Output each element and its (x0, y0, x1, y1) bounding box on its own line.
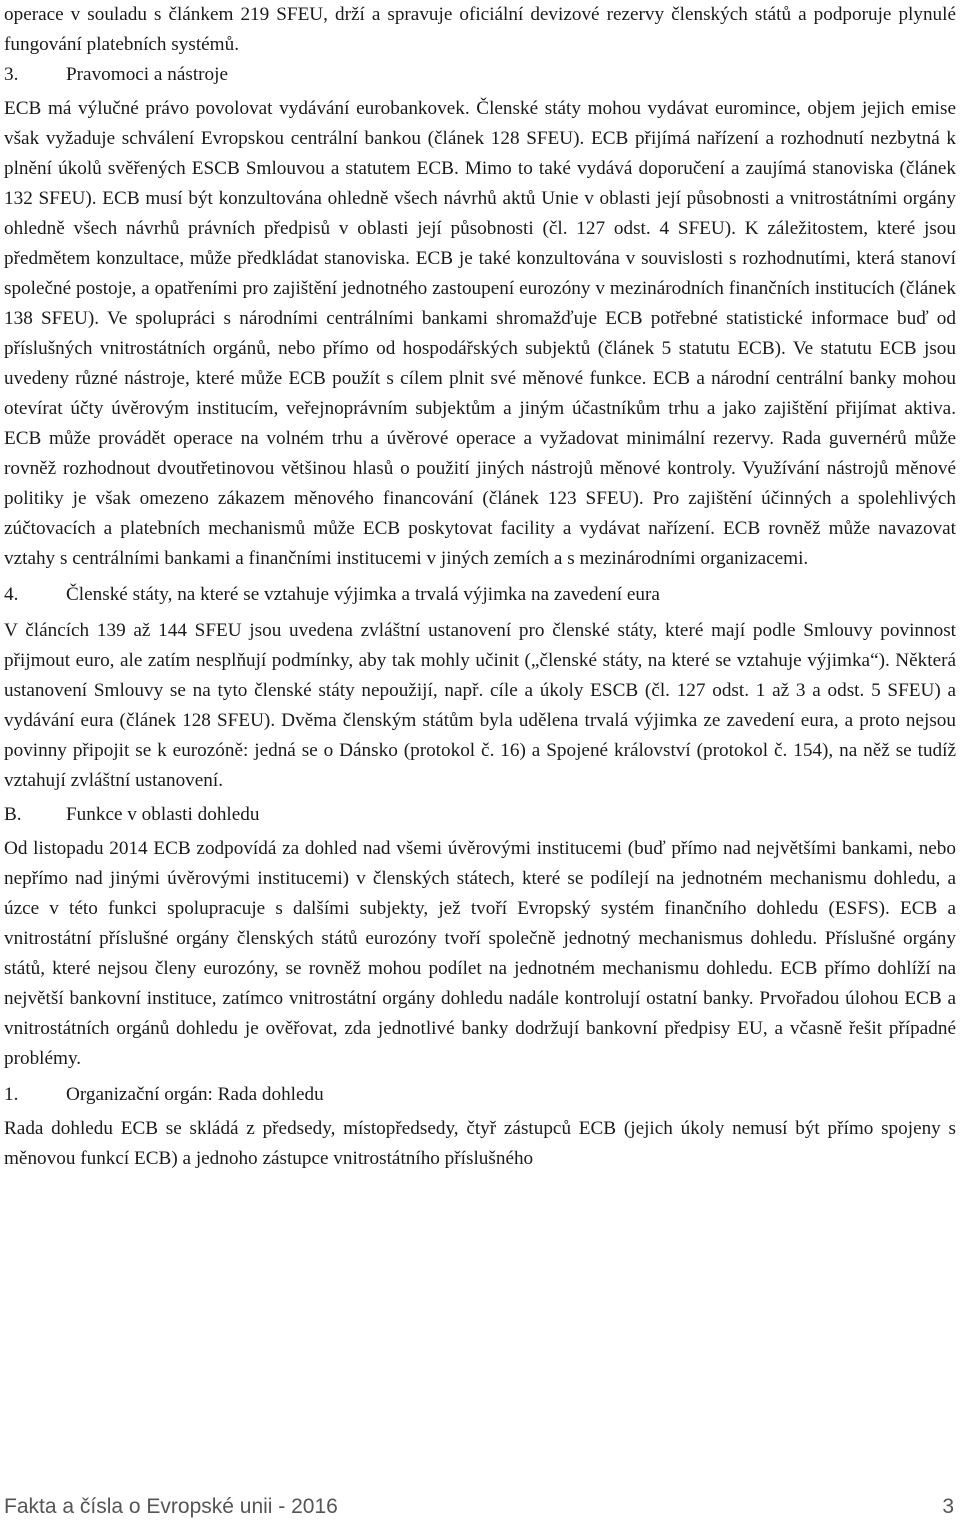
footer-title: Fakta a čísla o Evropské unii - 2016 (4, 1495, 338, 1518)
section-4-heading (4, 580, 956, 610)
section-3-number: 3. (4, 64, 19, 85)
section-b-title: Funkce v oblasti dohledu (66, 804, 260, 825)
section-1-heading (4, 1080, 956, 1110)
intro-paragraph: operace v souladu s článkem 219 SFEU, drží a spravuje oficiální devizové rezervy členských států a podporuje plynulé fungování platebních systémů. (4, 4, 956, 55)
section-3-title: Pravomoci a nástroje (66, 64, 228, 85)
section-3-text: ECB má výlučné právo povolovat vydávání eurobankovek. Členské státy mohou vydávat euromince, objem jejich emise však vyžaduje schválení Evropskou centrální bankou (článek 128 SFEU). ECB přijímá nařízení a rozhodnutí nezbytná k plnění úkolů svěřených ESCB Smlouvou a statutem ECB. Mimo to také vydává doporučení a zaujímá stanoviska (článek 132 SFEU). ECB musí být konzultována ohledně všech návrhů aktů Unie v oblasti její působnosti a vnitrostátními orgány ohledně všech návrhů právních předpisů v oblasti její působnosti (čl. 127 odst. 4 SFEU). K záležitostem, které jsou předmětem konzultace, může předkládat stanoviska. ECB je také konzultována v souvislosti s rozhodnutími, která stanoví společné postoje, a opatřeními pro zajištění jednotného zastoupení eurozóny v mezinárodních finančních institucích (článek 138 SFEU). Ve spolupráci s národními centrálními bankami shromažďuje ECB potřebné statistické informace buď od příslušných vnitrostátních orgánů, nebo přímo od hospodářských subjektů (článek 5 statutu ECB). Ve statutu ECB jsou uvedeny různé nástroje, které může ECB použít s cílem plnit své měnové funkce. ECB a národní centrální banky mohou otevírat účty úvěrovým institucím, veřejnoprávním subjektům a jiným účastníkům trhu a jako zajištění přijímat aktiva. ECB může provádět operace na volném trhu a úvěrové operace a vyžadovat minimální rezervy. Rada guvernérů může rovněž rozhodnout dvoutřetinovou většinou hlasů o použití jiných nástrojů měnové kontroly. Využívání nástrojů měnové politiky je však omezeno zákazem měnového financování (článek 123 SFEU). Pro zajištění účinných a spolehlivých zúčtovacích a platebních mechanismů může ECB poskytovat facility a vydávat nařízení. ECB rovněž může navazovat vztahy s centrálními bankami a finančními institucemi v jiných zemích a s mezinárodními organizacemi. (4, 98, 956, 569)
section-1-text: Rada dohledu ECB se skládá z předsedy, místopředsedy, čtyř zástupců ECB (jejich úkoly nemusí být přímo spojeny s měnovou funkcí ECB) a jednoho zástupce vnitrostátního příslušného (4, 1118, 956, 1169)
section-3-heading (4, 60, 956, 90)
section-1-title: Organizační orgán: Rada dohledu (66, 1084, 324, 1105)
section-1-number: 1. (4, 1084, 19, 1105)
page-footer (4, 1494, 954, 1520)
document-page (4, 0, 956, 1174)
section-4-text: V článcích 139 až 144 SFEU jsou uvedena zvláštní ustanovení pro členské státy, které mají podle Smlouvy povinnost přijmout euro, ale zatím nesplňují podmínky, aby tak mohly učinit („členské státy, na které se vztahuje výjimka“). Některá ustanovení Smlouvy se na tyto členské státy nepoužijí, např. cíle a úkoly ESCB (čl. 127 odst. 1 až 3 a odst. 5 SFEU) a vydávání eura (článek 128 SFEU). Dvěma členským státům byla udělena trvalá výjimka ze zavedení eura, a proto nejsou povinny připojit se k eurozóně: jedná se o Dánsko (protokol č. 16) a Spojené království (protokol č. 154), na něž se tudíž vztahují zvláštní ustanovení. (4, 620, 956, 791)
section-b-number: B. (4, 804, 22, 825)
section-b-heading (4, 800, 956, 830)
section-4-title: Členské státy, na které se vztahuje výjimka a trvalá výjimka na zavedení eura (66, 584, 660, 605)
section-4-number: 4. (4, 584, 19, 605)
page-number: 3 (942, 1495, 954, 1518)
section-b-text: Od listopadu 2014 ECB zodpovídá za dohled nad všemi úvěrovými institucemi (buď přímo nad největšími bankami, nebo nepřímo nad jinými úvěrovými institucemi) v členských státech, které se podílejí na jednotném mechanismu dohledu, a úzce v této funkci spolupracuje s dalšími subjekty, jež tvoří Evropský systém finančního dohledu (ESFS). ECB a vnitrostátní příslušné orgány členských států eurozóny tvoří společně jednotný mechanismus dohledu. Příslušné orgány států, které nejsou členy eurozóny, se rovněž mohou podílet na jednotném mechanismu dohledu. ECB přímo dohlíží na největší bankovní instituce, zatímco vnitrostátní orgány dohledu nadále kontrolují ostatní banky. Prvořadou úlohou ECB a vnitrostátních orgánů dohledu je ověřovat, zda jednotlivé banky dodržují bankovní předpisy EU, a včasně řešit případné problémy. (4, 838, 956, 1069)
